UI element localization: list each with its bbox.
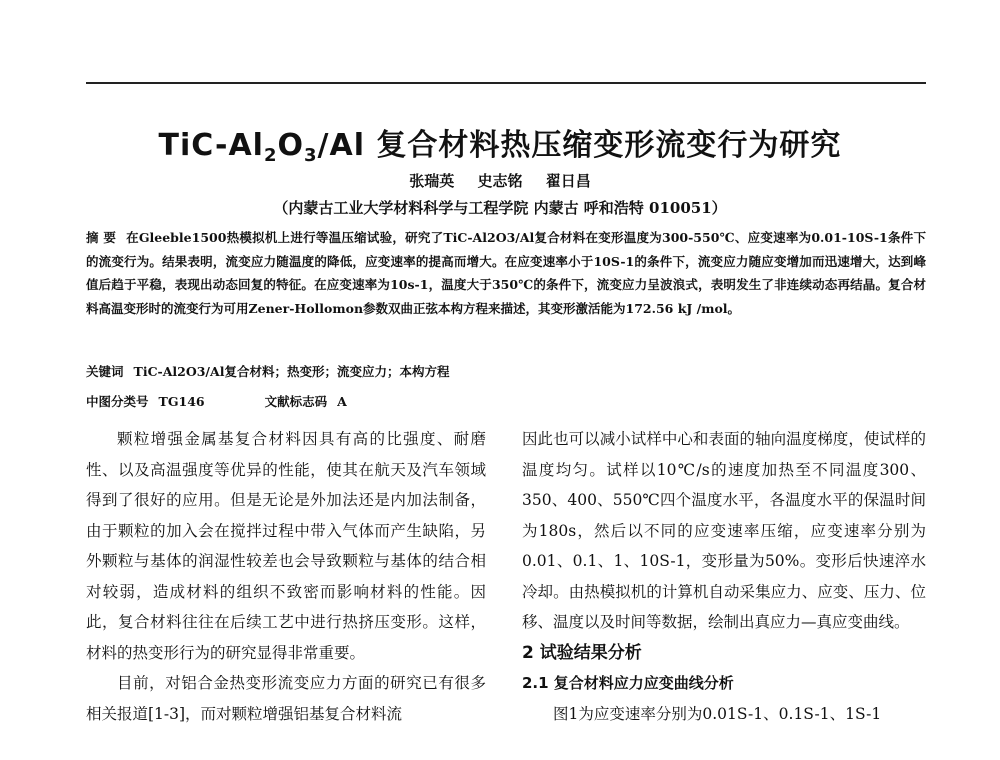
- paragraph: 目前，对铝合金热变形流变应力方面的研究已有很多相关报道[1-3]，而对颗粒增强铝基复合材料流: [86, 674, 486, 723]
- doc-code: A: [337, 394, 347, 409]
- keywords-label: 关键词: [86, 364, 124, 379]
- section-heading: 2 试验结果分析: [522, 642, 642, 663]
- abstract-text: 在Gleeble1500热模拟机上进行等温压缩试验，研究了TiC-Al2O3/Al复合材料在变形温度为300-550℃、应变速率为0.01-10S-1条件下的流变行为。结果表明，流变应力随温度的降低，应变速率的提高而增大。在应变速率小于10S-1的条件下，流变应力随应变增加而迅速增大，达到峰值后趋于平稳，表现出动态回复的特征。在应变速率为10s-1，温度大于350℃的条件下，流变应力呈波浪式，表明发生了非连续动态再结晶。复合材料高温变形时的流变行为可用Zener-Hollomon参数双曲正弦本构方程来描述，其变形激活能为172.56 kJ /mol。: [86, 230, 926, 316]
- left-column: [86, 424, 486, 729]
- paragraph: 颗粒增强金属基复合材料因具有高的比强度、耐磨性、以及高温强度等优异的性能，使其在航天及汽车领域得到了很好的应用。但是无论是外加法还是内加法制备，由于颗粒的加入会在搅拌过程中带入气体而产生缺陷，另外颗粒与基体的润湿性较差也会导致颗粒与基体的结合相对较弱，造成材料的组织不致密而影响材料的性能。因此，复合材料往往在后续工艺中进行热挤压变形。这样，材料的热变形行为的研究显得非常重要。: [86, 430, 486, 662]
- clc-code: TG146: [158, 394, 205, 409]
- clc-label: 中图分类号: [86, 394, 149, 409]
- doc-code-label: 文献标志码: [264, 394, 328, 409]
- abstract: [86, 226, 926, 320]
- header-rule: [86, 82, 926, 84]
- paragraph: 图1为应变速率分别为0.01S-1、0.1S-1、1S-1: [553, 704, 882, 723]
- paper-title: TiC-$Al_2O_3/Al$ 复合材料热压缩变形流变行为研究: [158, 128, 842, 166]
- abstract-label: 摘 要: [86, 230, 117, 245]
- keywords: [86, 362, 926, 380]
- keywords-text: TiC-Al2O3/Al复合材料；热变形；流变应力；本构方程: [133, 364, 450, 379]
- classification: [86, 392, 926, 410]
- paragraph: 因此也可以减小试样中心和表面的轴向温度梯度，使试样的温度均匀。试样以10℃/s的速度加热至不同温度300、350、400、550℃四个温度水平，各温度水平的保温时间为180s，然后以不同的应变速率压缩，应变速率分别为0.01、0.1、1、10S-1，变形量为50%。变形后快速淬水冷却。由热模拟机的计算机自动采集应力、应变、压力、位移、温度以及时间等数据，绘制出真应力—真应变曲线。: [522, 430, 926, 631]
- right-column: [522, 424, 926, 729]
- authors: 张瑞英 史志铭 翟日昌: [409, 172, 591, 190]
- subsection-heading: 2.1 复合材料应力应变曲线分析: [522, 674, 734, 692]
- affiliation: （内蒙古工业大学材料科学与工程学院 内蒙古 呼和浩特 010051）: [273, 199, 727, 217]
